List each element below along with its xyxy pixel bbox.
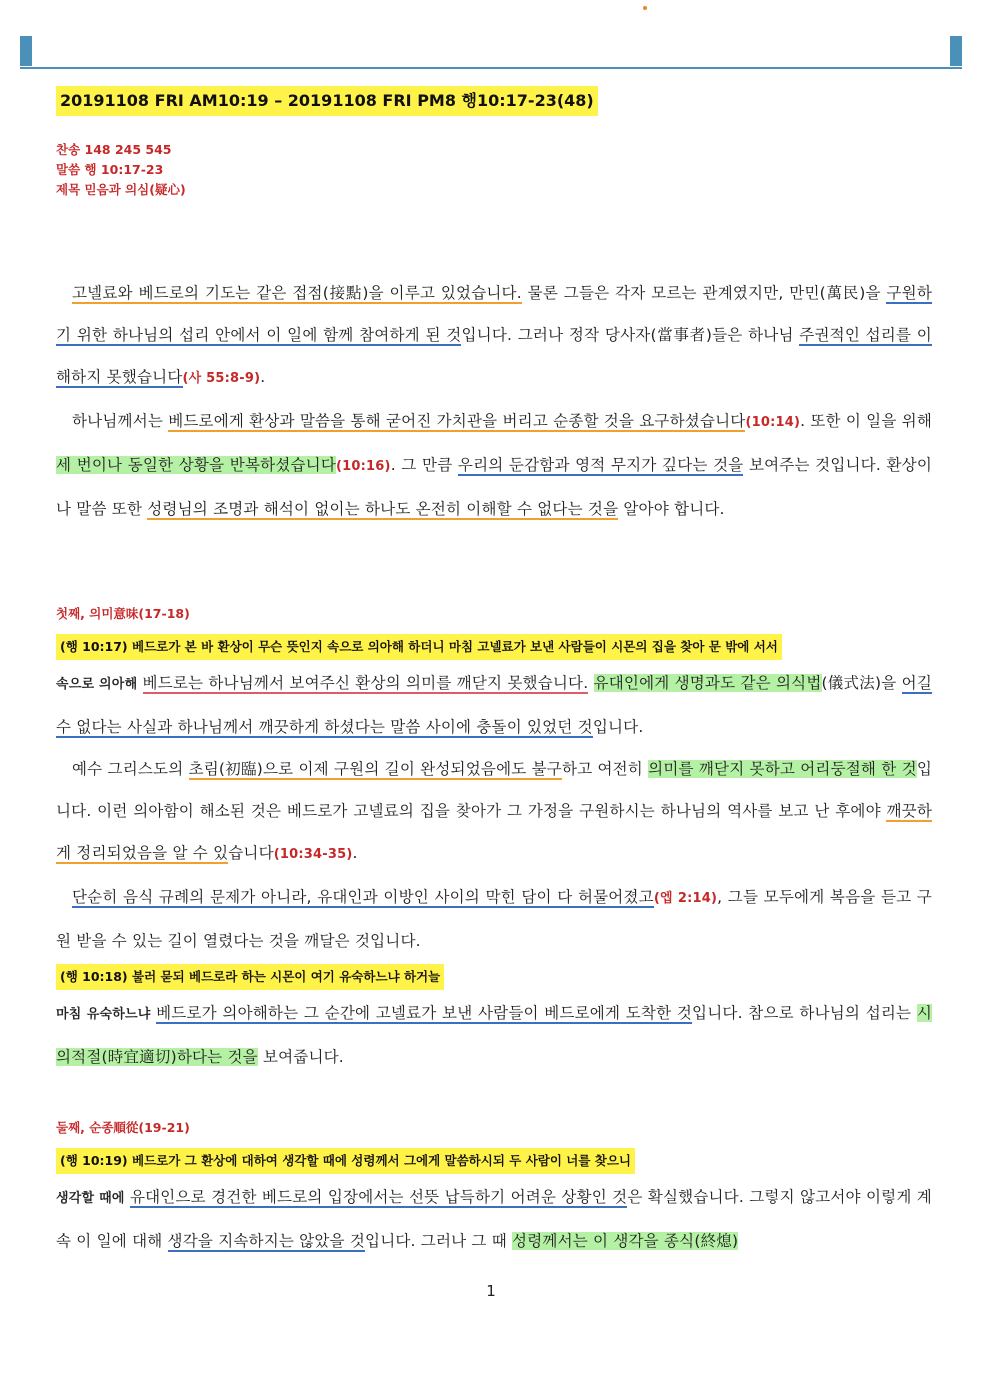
scripture-ref: (엡 2:14) xyxy=(653,891,718,906)
section-1-paragraph-1 xyxy=(56,662,932,748)
text: 입니다. 이런 의아함이 해소된 것은 베드로가 고넬료의 집을 찾아가 그 가정을 구원하시는 하나님의 역사를 보고 난 후에야 xyxy=(56,760,932,820)
page-number: 1 xyxy=(486,1282,496,1300)
text: (儀式法)을 xyxy=(821,674,902,692)
header-rule xyxy=(20,67,962,69)
underlined-text: 주권적인 섭리를 이해하지 못했습니다 xyxy=(56,326,932,386)
text: 입니다. 참으로 하나님의 섭리는 xyxy=(692,1004,917,1022)
keyword-label: 속으로 의아해 xyxy=(56,677,138,692)
text: . 또한 이 일을 위해 xyxy=(800,412,932,430)
text: 알아야 합니다. xyxy=(618,500,725,518)
text: 보여주는 것입니다. 환상이나 말씀 또한 xyxy=(56,456,933,518)
keyword-label: 생각할 때에 xyxy=(56,1191,125,1206)
underlined-text: 단순히 음식 규례의 문제가 아니라, 유대인과 이방인 사이의 막힌 담이 다 허물어졌고 xyxy=(72,888,654,906)
highlighted-text: 의미를 깨닫지 못하고 어리둥절해 한 것 xyxy=(648,760,917,778)
underlined-text: 베드로가 의아해하는 그 순간에 고넬료가 보낸 사람들이 베드로에게 도착한 것 xyxy=(156,1004,693,1022)
section-2-paragraph-1 xyxy=(56,1176,932,1262)
underlined-text: 고넬료와 베드로의 기도는 같은 접점(接點)을 이루고 있었습니다. xyxy=(72,284,522,302)
verse-10-19: (행 10:19) 베드로가 그 환상에 대하여 생각할 때에 성령께서 그에게 말씀하시되 두 사람이 너를 찾으니 xyxy=(56,1148,635,1174)
verse-10-17: (행 10:17) 베드로가 본 바 환상이 무슨 뜻인지 속으로 의아해 하더니 마침 고넬료가 보낸 사람들이 시몬의 집을 찾아 문 밖에 서서 xyxy=(56,634,782,660)
text: . 그 만큼 xyxy=(390,456,458,474)
highlighted-text: 성령께서는 이 생각을 종식(終熄) xyxy=(512,1232,739,1250)
underlined-text: 생각을 지속하지는 않았을 것 xyxy=(167,1232,366,1250)
scripture-line: 말씀 행 10:17-23 xyxy=(56,162,164,177)
text: , 그들 모두에게 복음을 듣고 구원 받을 수 있는 길이 열렸다는 것을 깨달은 것입니다. xyxy=(56,888,932,950)
intro-paragraph-1 xyxy=(56,272,932,400)
intro-paragraph-2 xyxy=(56,400,932,530)
underlined-text: 구원하기 위한 하나님의 섭리 안에서 이 일에 함께 참여하게 된 것 xyxy=(56,284,932,344)
text: 보여줍니다. xyxy=(257,1048,344,1066)
highlighted-text: 시의적절(時宜適切)하다는 것을 xyxy=(56,1004,932,1066)
underlined-text: 어길 수 없다는 사실과 하나님께서 깨끗하게 하셨다는 말씀 사이에 충돌이 있었던 것 xyxy=(56,674,932,736)
section-1-paragraph-3 xyxy=(56,876,932,962)
subject-line: 제목 믿음과 의심(疑心) xyxy=(56,182,186,197)
scripture-ref: (10:14) xyxy=(745,415,801,430)
header-bar-right xyxy=(950,36,962,66)
text: 입니다. xyxy=(592,718,644,736)
text: 입니다. 그러나 그 때 xyxy=(365,1232,513,1250)
intro-section xyxy=(56,272,932,530)
underlined-text: 베드로에게 환상과 말씀을 통해 굳어진 가치관을 버리고 순종할 것을 요구하셨습니다 xyxy=(168,412,746,430)
highlighted-text: 세 번이나 동일한 상황을 반복하셨습니다 xyxy=(56,456,337,474)
underlined-text: 베드로는 하나님께서 보여주신 환상의 의미를 깨닫지 못했습니다. xyxy=(142,674,589,692)
scripture-ref: (사 55:8-9) xyxy=(182,371,261,386)
underlined-text: 성령님의 조명과 해석이 없이는 하나도 온전히 이해할 수 없다는 것을 xyxy=(147,500,619,518)
text: 습니다 xyxy=(228,844,274,862)
highlighted-text: 유대인에게 생명과도 같은 의식법 xyxy=(593,674,822,692)
text: 입니다. 그러나 정작 당사자(當事者)들은 하나님 xyxy=(461,326,800,344)
text: 물론 그들은 각자 모르는 관계였지만, 만민(萬民)을 xyxy=(521,284,887,302)
text: 하고 여전히 xyxy=(561,760,649,778)
text: 은 확실했습니다. 그렇지 않고서야 이렇게 계속 이 일에 대해 xyxy=(56,1188,932,1250)
section-1 xyxy=(56,596,932,1078)
ink-dot xyxy=(643,6,647,10)
underlined-text: 깨끗하게 정리되었음을 알 수 있 xyxy=(56,802,932,862)
page-title: 20191108 FRI AM10:19 – 20191108 FRI PM8 행10:17-23(48) xyxy=(56,86,598,116)
sermon-meta xyxy=(56,140,186,200)
underlined-text: 초림(初臨)으로 이제 구원의 길이 완성되었음에도 불구 xyxy=(188,760,562,778)
underlined-text: 유대인으로 경건한 베드로의 입장에서는 선뜻 납득하기 어려운 상황인 것 xyxy=(129,1188,628,1206)
text: . xyxy=(352,844,358,862)
header-bar-left xyxy=(20,36,32,66)
section-1-heading: 첫째, 의미意味(17-18) xyxy=(56,606,190,621)
section-2-heading: 둘째, 순종順從(19-21) xyxy=(56,1120,190,1135)
underlined-text: 우리의 둔감함과 영적 무지가 깊다는 것을 xyxy=(457,456,744,474)
text: . xyxy=(260,368,266,386)
section-1-paragraph-2 xyxy=(56,748,932,876)
hymn-line: 찬송 148 245 545 xyxy=(56,142,172,157)
scripture-ref: (10:16) xyxy=(336,459,391,474)
text: 하나님께서는 xyxy=(72,412,169,430)
section-1-paragraph-4 xyxy=(56,992,932,1078)
keyword-label: 마침 유숙하느냐 xyxy=(56,1007,151,1022)
verse-10-18: (행 10:18) 불러 묻되 베드로라 하는 시몬이 여기 유숙하느냐 하거늘 xyxy=(56,964,444,990)
scripture-ref: (10:34-35) xyxy=(273,847,353,862)
section-2 xyxy=(56,1110,932,1262)
text xyxy=(588,674,593,692)
text: 예수 그리스도의 xyxy=(72,760,189,778)
